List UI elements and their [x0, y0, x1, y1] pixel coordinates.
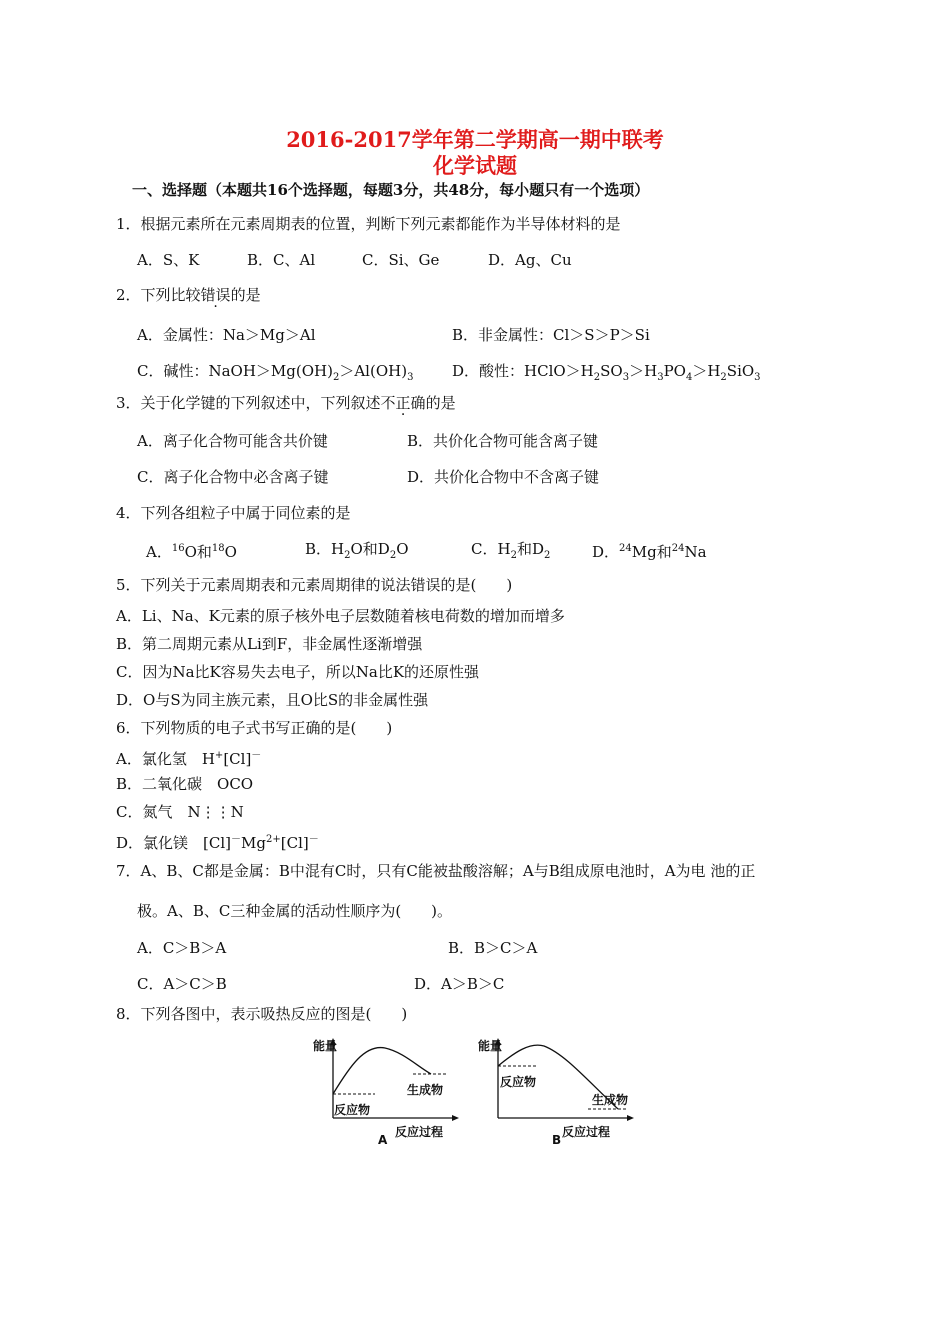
question-2-stem-post: 的是 [230, 286, 261, 304]
question-1-option-c: C．Si、Ge [362, 251, 440, 269]
question-4-option-a: A．$^{16}$O和$^{18}$O [146, 543, 237, 561]
exam-subtitle: 化学试题 [433, 153, 517, 178]
x-axis-label: 反应过程 [395, 1125, 444, 1139]
question-5-stem: 5．下列关于元素周期表和元素周期律的说法错误的是( ) [116, 576, 513, 594]
reactant-label: 反应物 [500, 1075, 537, 1089]
figure-caption: A [378, 1133, 388, 1146]
question-6-option-a: A．氯化氢 H+[Cl]－ [116, 750, 262, 768]
question-3-stem-emphasis: 不正确 [380, 394, 426, 412]
figure-caption: B [552, 1133, 562, 1146]
question-5-option-b: B．第二周期元素从Li到F，非金属性逐渐增强 [116, 635, 423, 653]
question-1-stem: 1．根据元素所在元素周期表的位置，判断下列元素都能作为半导体材料的是 [116, 215, 621, 233]
y-axis-label-top: 能量 [313, 1039, 338, 1053]
question-3-stem: 3．关于化学键的下列叙述中，下列叙述不正确的是 [116, 394, 456, 412]
question-5-option-d: D．O与S为同主族元素，且O比S的非金属性强 [116, 691, 429, 709]
question-2-stem-emphasis: 错误 [200, 286, 231, 304]
question-2-option-d: D．酸性：$HClO>H_2SO_3>H_3PO_4>H_2SiO_3$ [452, 362, 761, 383]
question-7-option-a: A．C＞B＞A [137, 939, 227, 957]
question-2-stem [116, 285, 261, 305]
exam-title: 2016-2017学年第二学期高一期中联考 [286, 127, 664, 152]
question-4-option-b: B．$H_2O$和$D_2O$ [305, 540, 409, 561]
product-label: 生成物 [592, 1093, 629, 1107]
question-3-option-b: B．共价化合物可能含离子键 [407, 432, 599, 450]
x-axis-arrow [452, 1115, 459, 1121]
question-3-option-a: A．离子化合物可能含共价键 [137, 432, 328, 450]
question-5-option-c: C．因为Na比K容易失去电子，所以Na比K的还原性强 [116, 663, 480, 681]
question-7-option-c: C．A＞C＞B [137, 975, 227, 993]
energy-diagram-b [470, 1036, 640, 1146]
question-3-option-d: D．共价化合物中不含离子键 [407, 468, 600, 486]
x-axis-arrow [627, 1115, 634, 1121]
question-2-option-b: B．非金属性：Cl＞S＞P＞Si [452, 326, 650, 344]
question-5-option-a: A．Li、Na、K元素的原子核外电子层数随着核电荷数的增加而增多 [116, 607, 565, 625]
question-3-option-c: C．离子化合物中必含离子键 [137, 468, 329, 486]
question-1-option-a: A．S、K [137, 251, 200, 269]
question-4-option-d: D．$^{24}$Mg和$^{24}$Na [592, 543, 707, 561]
reactant-label: 反应物 [334, 1103, 371, 1117]
question-6-option-b: B．二氧化碳 OCO [116, 775, 254, 793]
energy-diagram-a [305, 1036, 465, 1146]
question-2-option-c: C．碱性：$NaOH>Mg(OH)_2>Al(OH)_3$ [137, 362, 414, 383]
question-7-option-b: B．B＞C＞A [448, 939, 538, 957]
question-7-option-d: D．A＞B＞C [414, 975, 505, 993]
question-6-option-d: D．氯化镁 $[Cl]^-Mg^{2+}[Cl]^-$ [116, 834, 319, 852]
question-7-stem-line2: 极。A、B、C三种金属的活动性顺序为( )。 [137, 902, 453, 920]
question-7-stem-line1: 7．A、B、C都是金属：B中混有C时，只有C能被盐酸溶解；A与B组成原电池时，A为电 池的正 [116, 862, 756, 880]
question-4-stem: 4．下列各组粒子中属于同位素的是 [116, 504, 351, 522]
question-1-option-b: B．C、Al [247, 251, 316, 269]
y-axis-label-top: 能量 [478, 1039, 503, 1053]
question-6-stem: 6．下列物质的电子式书写正确的是( ) [116, 719, 393, 737]
x-axis-label: 反应过程 [562, 1125, 611, 1139]
question-1-option-d: D．Ag、Cu [488, 251, 572, 269]
section-heading: 一、选择题（本题共16个选择题，每题3分，共48分，每小题只有一个选项） [132, 181, 650, 199]
question-4-option-c: C．$H_2$和$D_2$ [471, 540, 551, 561]
question-8-stem: 8．下列各图中，表示吸热反应的图是( ) [116, 1005, 408, 1023]
question-2-option-a: A．金属性：Na＞Mg＞Al [137, 326, 316, 344]
question-6-option-c: C．氮气 N⋮⋮N [116, 803, 244, 821]
product-label: 生成物 [407, 1083, 444, 1097]
question-2-stem-pre: 2．下列比较 [116, 286, 201, 304]
